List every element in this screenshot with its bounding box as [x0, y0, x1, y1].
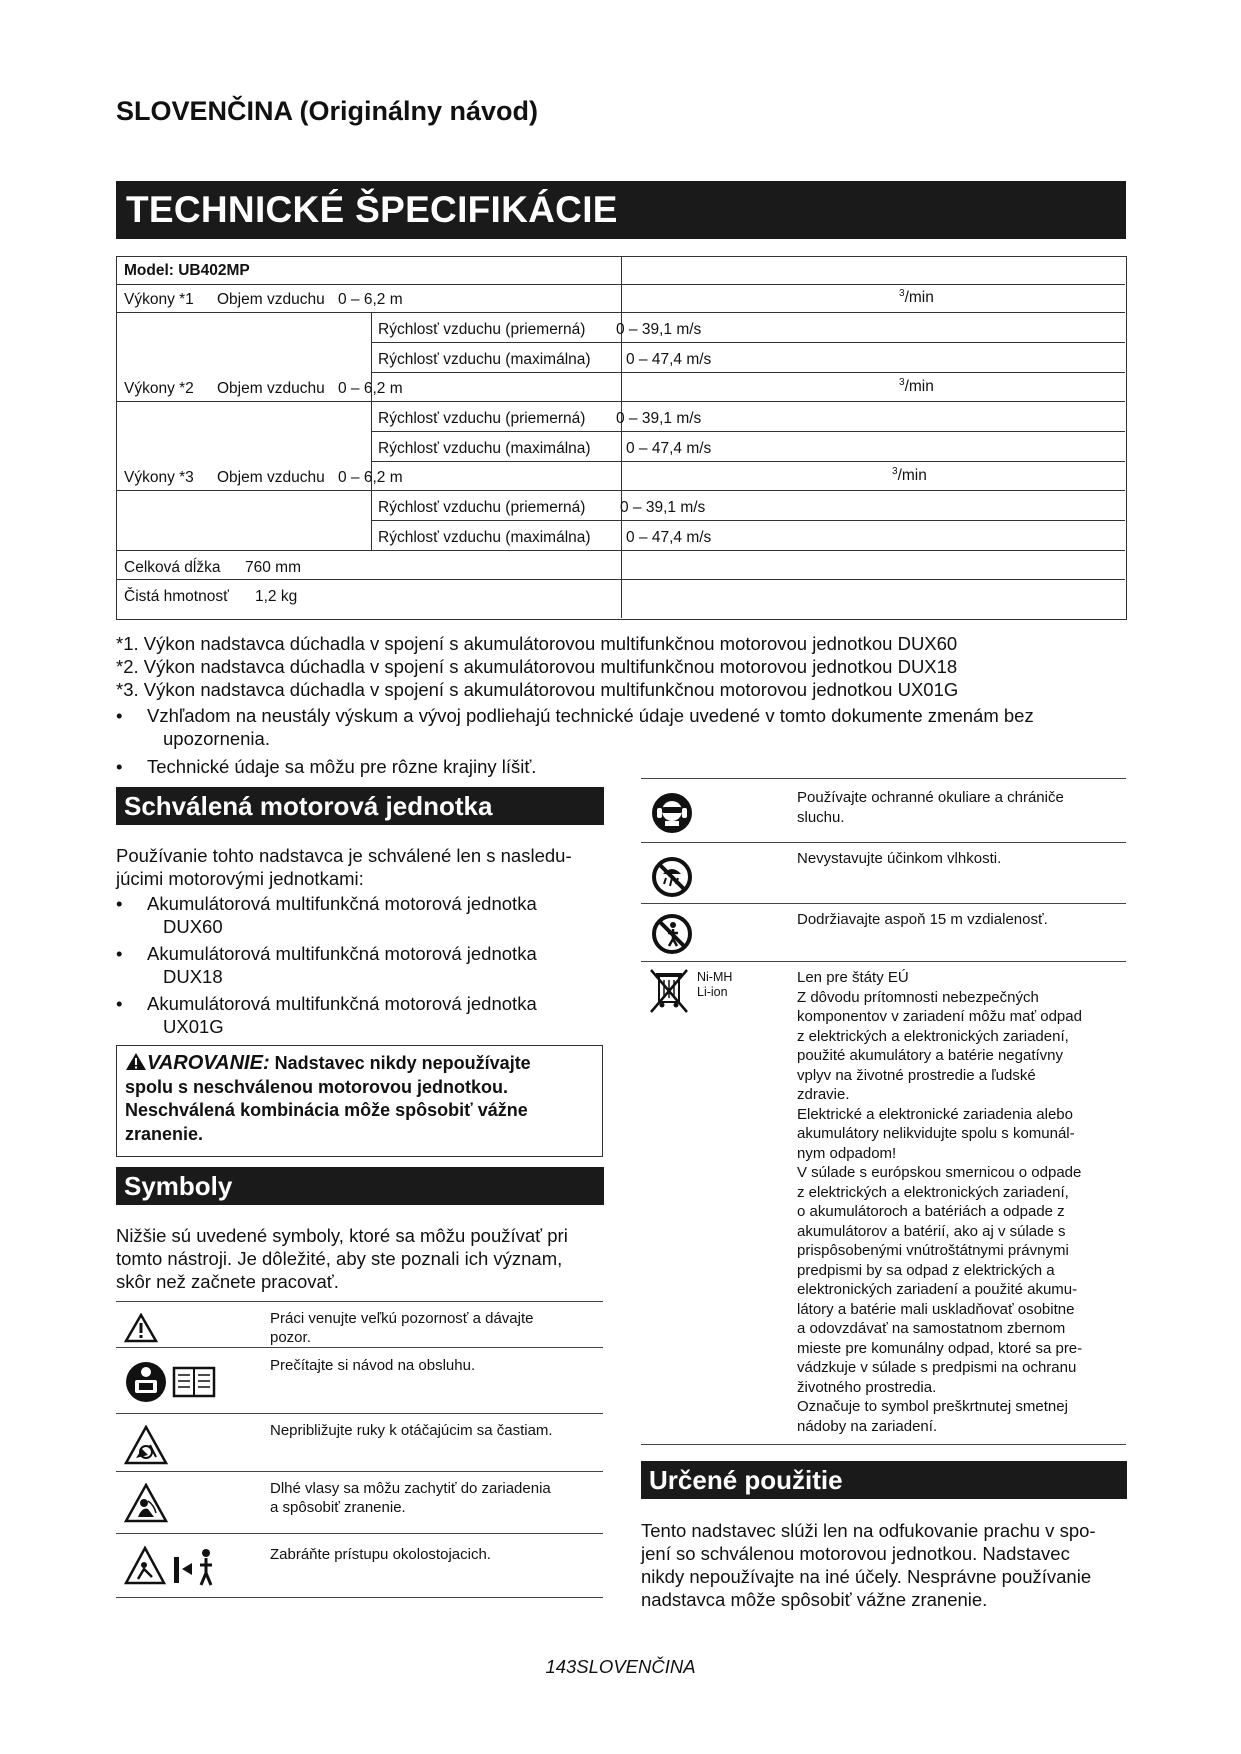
weee-line: Len pre štáty EÚ: [797, 969, 909, 986]
symbol-text-line: Dlhé vlasy sa môžu zachytiť do zariadenia: [270, 1480, 551, 1497]
row-label: Rýchlosť vzduchu (priemerná): [378, 410, 586, 427]
symbol-text-line: Práci venujte veľkú pozornosť a dávajte: [270, 1310, 534, 1327]
unit-exponent: 3: [899, 377, 905, 388]
footnote: *2. Výkon nadstavca dúchadla v spojení s akumulátorovou multifunkčnou motorovou jednotkou DUX18: [116, 656, 958, 677]
weee-line: akumulátory nelikvidujte spolu s komunál-: [797, 1125, 1075, 1142]
length-value: 760 mm: [245, 559, 301, 576]
symbol-text: Dodržiavajte aspoň 15 m vzdialenosť.: [797, 911, 1048, 928]
keep-distance-icon: [651, 913, 693, 955]
warning-text: Nadstavec nikdy nepoužívajte: [269, 1053, 531, 1073]
weee-line: predpismi by sa odpad z elektrických a: [797, 1261, 1055, 1279]
symbol-divider: [116, 1471, 603, 1472]
long-hair-icon: [124, 1483, 168, 1523]
row-value: 0 – 6,2 m: [338, 291, 403, 308]
goggles-earmuffs-icon: [651, 792, 693, 834]
weight-label: Čistá hmotnosť: [124, 588, 229, 605]
intended-use-text: nikdy nepoužívajte na iné účely. Nesprávne používanie: [641, 1566, 1092, 1587]
symbol-divider: [116, 1533, 603, 1534]
weee-line: životného prostredia.: [797, 1378, 937, 1396]
unit-suffix: /min: [897, 467, 927, 485]
symbol-divider: [641, 842, 1126, 843]
weee-line: z elektrických a elektronických zariadení,: [797, 1183, 1069, 1201]
row-value: 0 – 47,4 m/s: [626, 529, 712, 546]
rotating-parts-icon: [124, 1425, 168, 1465]
row-label: Rýchlosť vzduchu (priemerná): [378, 321, 586, 338]
symbol-text: [270, 1309, 610, 1347]
symbol-text-line: pozor.: [270, 1329, 311, 1346]
symbol-text: Zabráňte prístupu okolostojacich.: [270, 1546, 491, 1563]
weee-line: nym odpadom!: [797, 1144, 897, 1162]
list-bullet: •: [116, 893, 123, 914]
note-bullet: •: [116, 705, 123, 726]
symbol-divider: [641, 778, 1126, 779]
symbol-text-line: a spôsobiť zranenie.: [270, 1499, 406, 1516]
row-label: Objem vzduchu: [217, 469, 325, 486]
list-item: DUX18: [163, 966, 223, 987]
weee-line: Z dôvodu prítomnosti nebezpečných: [797, 988, 1039, 1006]
approved-section-title: Schválená motorová jednotka: [116, 787, 604, 825]
row-value: 0 – 6,2 m: [338, 380, 403, 397]
group-label: Výkony *1: [124, 291, 194, 308]
symbol-text: [797, 788, 1127, 827]
symbols-intro: skôr než začnete pracovať.: [116, 1271, 339, 1292]
weee-line: Elektrické a elektronické zariadenia alebo: [797, 1105, 1073, 1123]
row-value: 0 – 47,4 m/s: [626, 440, 712, 457]
spec-table: [116, 256, 1127, 620]
symbol-text: [270, 1479, 610, 1517]
weee-line: a odovzdávať na samostatnom zbernom: [797, 1320, 1066, 1337]
list-item: DUX60: [163, 916, 223, 937]
weee-line: elektronických zariadení a použité akumu-: [797, 1281, 1078, 1298]
warning-box: [116, 1045, 603, 1157]
note-line: Technické údaje sa môžu pre rôzne krajiny líšiť.: [147, 756, 537, 777]
list-item: UX01G: [163, 1016, 224, 1037]
weee-line: látory a batérie mali uskladňovať osobitne: [797, 1300, 1075, 1318]
symbol-divider: [116, 1413, 603, 1414]
footnote: *3. Výkon nadstavca dúchadla v spojení s akumulátorovou multifunkčnou motorovou jednotkou UX01G: [116, 679, 959, 700]
symbol-divider: [641, 1444, 1126, 1445]
symbols-intro: tomto nástroji. Je dôležité, aby ste poznali ich význam,: [116, 1248, 563, 1269]
weee-line: Označuje to symbol preškrtnutej smetnej: [797, 1398, 1068, 1415]
row-value: 0 – 39,1 m/s: [620, 499, 706, 516]
bystanders-icon: [124, 1545, 224, 1589]
weee-line: z elektrických a elektronických zariadení,: [797, 1027, 1069, 1045]
weee-line: o akumulátoroch a batériách a odpade z: [797, 1203, 1065, 1220]
unit-suffix: /min: [904, 378, 934, 396]
row-label: Rýchlosť vzduchu (maximálna): [378, 440, 591, 457]
symbol-text: Nevystavujte účinkom vlhkosti.: [797, 850, 1002, 867]
symbols-intro: Nižšie sú uvedené symboly, ktoré sa môžu používať pri: [116, 1225, 568, 1246]
group-label: Výkony *3: [124, 469, 194, 486]
symbol-divider: [116, 1301, 603, 1302]
unit-exponent: 3: [892, 466, 898, 477]
warning-triangle-icon: [125, 1052, 147, 1071]
group-label: Výkony *2: [124, 380, 194, 397]
row-value: 0 – 6,2 m: [338, 469, 403, 486]
row-label: Rýchlosť vzduchu (maximálna): [378, 529, 591, 546]
footnote: *1. Výkon nadstavca dúchadla v spojení s akumulátorovou multifunkčnou motorovou jednotkou DUX60: [116, 633, 958, 654]
symbol-divider: [116, 1597, 603, 1598]
length-label: Celková dĺžka: [124, 559, 221, 576]
weee-line: vádzkuje v súlade s predpismi na ochranu: [797, 1359, 1077, 1376]
list-item: Akumulátorová multifunkčná motorová jednotka: [147, 943, 537, 964]
note-bullet: •: [116, 756, 123, 777]
intended-use-text: jení so schválenou motorovou jednotkou. Nadstavec: [641, 1543, 1070, 1564]
weee-line: prispôsobenými vnútroštátnymi právnymi: [797, 1242, 1069, 1259]
warning-triangle-icon: [124, 1313, 158, 1343]
note-line: Vzhľadom na neustály výskum a vývoj podliehajú technické údaje uvedené v tomto dokumente zmenám bez: [147, 705, 1034, 726]
intended-use-text: Tento nadstavec slúži len na odfukovanie prachu v spo-: [641, 1520, 1096, 1541]
approved-intro: júcimi motorovými jednotkami:: [116, 868, 364, 889]
no-rain-icon: [651, 856, 693, 898]
approved-intro: Používanie tohto nadstavca je schválené len s nasledu-: [116, 845, 572, 866]
row-unit: [899, 377, 934, 396]
weight-value: 1,2 kg: [255, 588, 298, 605]
warning-line: spolu s neschválenou motorovou jednotkou.: [125, 1076, 509, 1097]
model-label: Model: UB402MP: [124, 262, 250, 279]
row-value: 0 – 39,1 m/s: [616, 410, 702, 427]
warning-line: [125, 1052, 594, 1076]
weee-line: vplyv na životné prostredie a ľudské: [797, 1066, 1036, 1084]
symbol-divider: [641, 961, 1126, 962]
symbol-text-line: Používajte ochranné okuliare a chrániče: [797, 789, 1064, 806]
warning-word: VAROVANIE:: [147, 1052, 270, 1074]
symbol-text: Nepribližujte ruky k otáčajúcim sa častiam.: [270, 1422, 553, 1439]
row-label: Objem vzduchu: [217, 291, 325, 308]
weee-line: akumulátorov a batérií, ako aj v súlade s: [797, 1222, 1066, 1240]
symbols-section-title: Symboly: [116, 1167, 604, 1205]
language-title: SLOVENČINA (Originálny návod): [116, 96, 539, 126]
row-label: Rýchlosť vzduchu (priemerná): [378, 499, 586, 516]
row-unit: [899, 288, 934, 307]
weee-line: komponentov v zariadení môžu mať odpad: [797, 1008, 1082, 1025]
row-label: Rýchlosť vzduchu (maximálna): [378, 351, 591, 368]
read-manual-icon: [124, 1358, 220, 1406]
symbol-divider: [116, 1347, 603, 1348]
row-value: 0 – 47,4 m/s: [626, 351, 712, 368]
symbol-text: Prečítajte si návod na obsluhu.: [270, 1357, 476, 1374]
battery-type-badge: [697, 970, 732, 1000]
weee-line: V súlade s európskou smernicou o odpade: [797, 1164, 1082, 1181]
list-item: Akumulátorová multifunkčná motorová jednotka: [147, 993, 537, 1014]
row-unit: [892, 466, 927, 485]
list-item: Akumulátorová multifunkčná motorová jednotka: [147, 893, 537, 914]
page-footer: 143SLOVENČINA: [545, 1656, 696, 1677]
note-line: upozornenia.: [163, 728, 270, 749]
weee-line: nádoby na zariadení.: [797, 1417, 938, 1435]
list-bullet: •: [116, 943, 123, 964]
weee-text: [797, 968, 1127, 1436]
unit-exponent: 3: [899, 288, 905, 299]
weee-line: mieste pre komunálny odpad, ktoré sa pre-: [797, 1339, 1083, 1357]
unit-suffix: /min: [904, 289, 934, 307]
warning-line: Neschválená kombinácia môže spôsobiť vážne: [125, 1100, 528, 1120]
intended-use-title: Určené použitie: [641, 1461, 1127, 1499]
crossed-bin-icon: [648, 968, 690, 1016]
badge-line: Li-ion: [697, 985, 728, 999]
intended-use-text: nadstavca môže spôsobiť vážne zranenie.: [641, 1589, 988, 1610]
main-banner: TECHNICKÉ ŠPECIFIKÁCIE: [116, 181, 1126, 239]
weee-line: použité akumulátory a batérie negatívny: [797, 1047, 1063, 1064]
row-label: Objem vzduchu: [217, 380, 325, 397]
warning-line: zranenie.: [125, 1123, 204, 1144]
badge-line: Ni-MH: [697, 970, 733, 984]
list-bullet: •: [116, 993, 123, 1014]
row-value: 0 – 39,1 m/s: [616, 321, 702, 338]
symbol-divider: [641, 903, 1126, 904]
symbol-text-line: sluchu.: [797, 808, 845, 826]
weee-line: zdravie.: [797, 1086, 850, 1103]
